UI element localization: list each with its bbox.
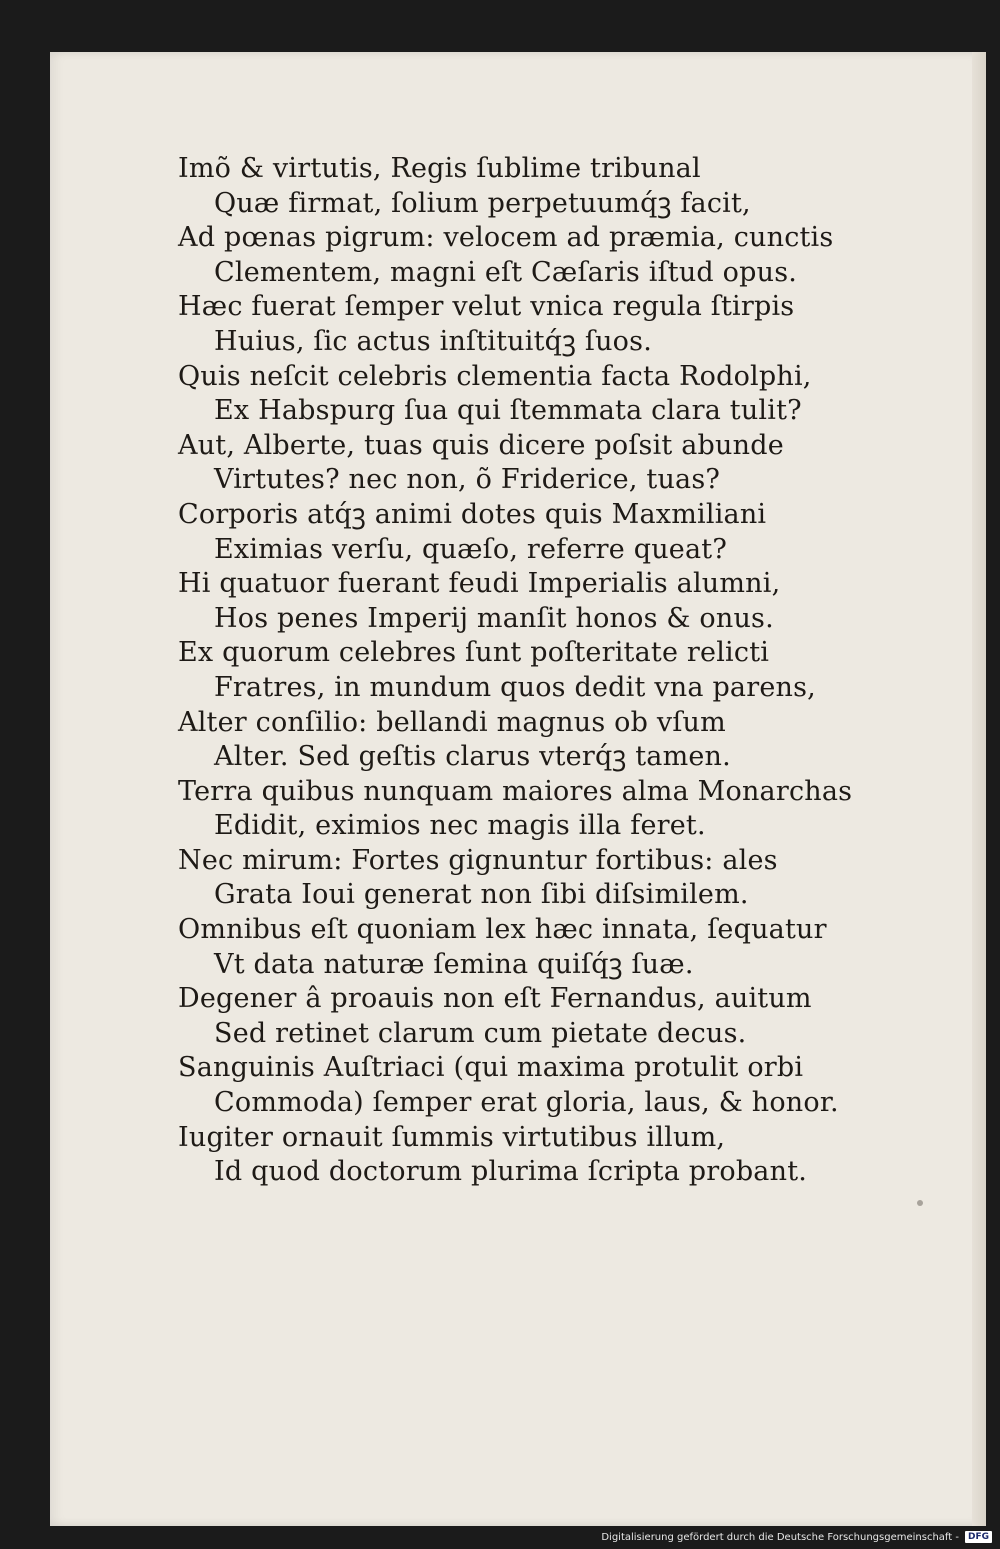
poem-line: Ex quorum celebres ſunt poſteritate relicti — [178, 637, 770, 669]
poem-line: Virtutes? nec non, õ Friderice, tuas? — [214, 464, 721, 496]
poem-line: Alter. Sed geſtis clarus vterq́ꝫ tamen. — [214, 741, 731, 773]
poem-text — [178, 152, 898, 1190]
ink-speck — [917, 1200, 923, 1206]
poem-line: Hæc fuerat ſemper velut vnica regula ſtirpis — [178, 291, 795, 323]
digitization-credit — [601, 1531, 992, 1543]
poem-line: Commoda) ſemper erat gloria, laus, & honor. — [214, 1087, 839, 1119]
poem-line: Ex Habspurg ſua qui ſtemmata clara tulit? — [214, 395, 802, 427]
dfg-logo-icon: DFG — [965, 1531, 992, 1543]
poem-line: Degener â proauis non eſt Fernandus, auitum — [178, 983, 812, 1015]
poem-line: Quæ firmat, ſolium perpetuumq́ꝫ facit, — [214, 187, 751, 219]
poem-line: Corporis atq́ꝫ animi dotes quis Maxmiliani — [178, 498, 767, 530]
poem-line: Omnibus eſt quoniam lex hæc innata, ſequatur — [178, 914, 827, 946]
page-edge — [972, 52, 986, 1526]
poem-line: Nec mirum: Fortes gignuntur fortibus: ales — [178, 844, 778, 876]
poem-line: Terra quibus nunquam maiores alma Monarchas — [178, 775, 853, 807]
poem-line: Quis neſcit celebris clementia facta Rodolphi, — [178, 360, 812, 392]
poem-line: Sanguinis Auſtriaci (qui maxima protulit orbi — [178, 1052, 804, 1084]
poem-line: Eximias verſu, quæſo, referre queat? — [214, 533, 728, 565]
poem-line: Hos penes Imperij manſit honos & onus. — [214, 602, 774, 634]
poem-line: Edidit, eximios nec magis illa feret. — [214, 810, 706, 842]
poem-line: Clementem, magni eſt Cæſaris iſtud opus. — [214, 256, 798, 288]
poem-line: Vt data naturæ ſemina quiſq́ꝫ ſuæ. — [214, 948, 694, 980]
poem-line: Iugiter ornauit ſummis virtutibus illum, — [178, 1121, 726, 1153]
book-page — [50, 52, 986, 1526]
poem-line: Id quod doctorum plurima ſcripta probant. — [214, 1156, 808, 1188]
poem-line: Hi quatuor fuerant feudi Imperialis alumni, — [178, 568, 781, 600]
poem-line: Grata Ioui generat non ſibi diſsimilem. — [214, 879, 749, 911]
bleed-through-marks — [898, 112, 968, 1212]
poem-line: Alter conſilio: bellandi magnus ob vſum — [178, 706, 726, 738]
poem-line: Sed retinet clarum cum pietate decus. — [214, 1017, 747, 1049]
poem-line: Fratres, in mundum quos dedit vna parens, — [214, 671, 816, 703]
credit-text: Digitalisierung gefördert durch die Deutsche Forschungsgemeinschaft - — [601, 1531, 959, 1543]
poem-line: Ad pœnas pigrum: velocem ad præmia, cunctis — [178, 222, 834, 254]
poem-line: Imõ & virtutis, Regis ſublime tribunal — [178, 153, 701, 184]
poem-line: Aut, Alberte, tuas quis dicere poſsit abunde — [178, 429, 784, 461]
poem-line: Huius, ſic actus inſtituitq́ꝫ ſuos. — [214, 325, 652, 357]
